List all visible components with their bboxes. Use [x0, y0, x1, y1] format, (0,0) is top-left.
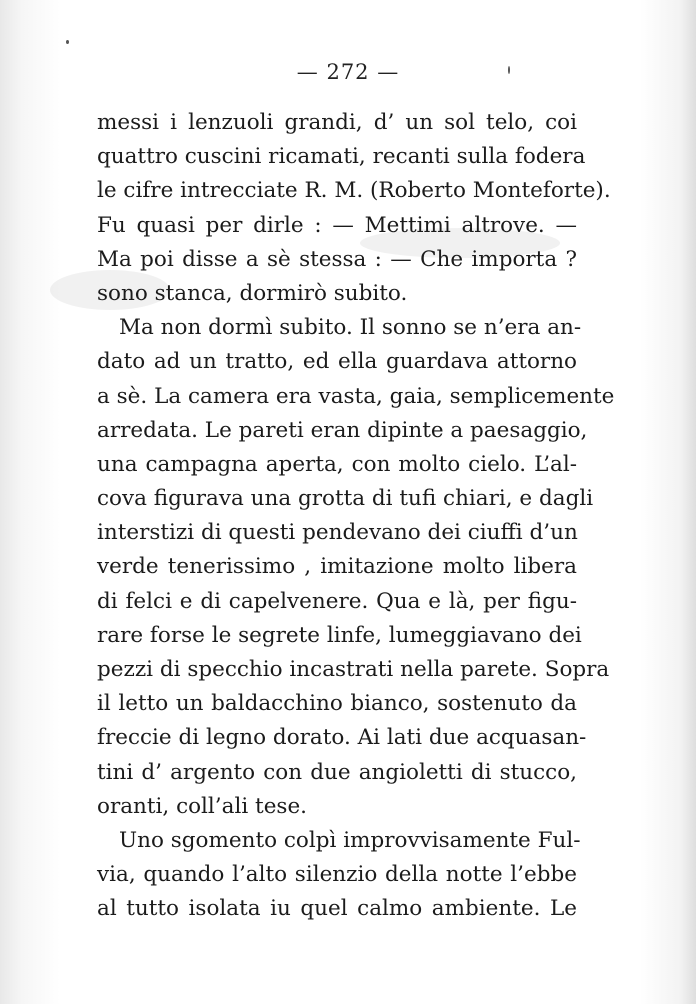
text-line: pezzi di specchio incastrati nella parete. Sopra [97, 657, 610, 682]
text-line: tini d’ argento con due angioletti di stucco, [97, 759, 577, 785]
body-text [97, 106, 615, 927]
text-line: una campagna aperta, con molto cielo. L’al- [97, 451, 577, 477]
text-line: al tutto isolata iu quel calmo ambiente. Le [97, 896, 577, 922]
text-line: interstizi di questi pendevano dei ciuffi d’un [97, 520, 578, 546]
scan-speck [66, 40, 69, 44]
text-line: Fu quasi per dirle : — Mettimi altrove. — [97, 212, 577, 238]
text-line: il letto un baldacchino bianco, sostenuto da [97, 691, 577, 717]
text-line: sono stanca, dormirò subito. [97, 280, 408, 306]
text-line: freccie di legno dorato. Ai lati due acquasan- [97, 725, 587, 751]
text-line: Uno sgomento colpì improvvisamente Ful- [119, 827, 581, 853]
text-line: rare forse le segrete linfe, lumeggiavano dei [97, 622, 582, 648]
text-line: dato ad un tratto, ed ella guardava attorno [97, 349, 577, 375]
text-line: cova figurava una grotta di tufi chiari, e dagli [97, 486, 594, 512]
text-line: oranti, coll’ali tese. [97, 793, 308, 819]
text-line: Ma poi disse a sè stessa : — Che importa ? [97, 246, 577, 272]
text-line: di felci e di capelvenere. Qua e là, per figu- [97, 588, 577, 614]
text-line: arredata. Le pareti eran dipinte a paesaggio, [97, 417, 588, 443]
text-line: messi i lenzuoli grandi, d’ un sol telo, coi [97, 110, 577, 135]
page-number: — 272 — [296, 60, 400, 84]
text-line: quattro cuscini ricamati, recanti sulla fodera [97, 144, 586, 170]
text-line: Ma non dormì subito. Il sonno se n’era an- [119, 315, 582, 341]
text-line: verde tenerissimo , imitazione molto libera [97, 554, 577, 580]
text-line: via, quando l’alto silenzio della notte l’ebbe [97, 862, 577, 888]
text-line: a sè. La camera era vasta, gaia, semplicemente [97, 383, 615, 409]
text-line: le cifre intrecciate R. M. (Roberto Monteforte). [97, 178, 611, 204]
